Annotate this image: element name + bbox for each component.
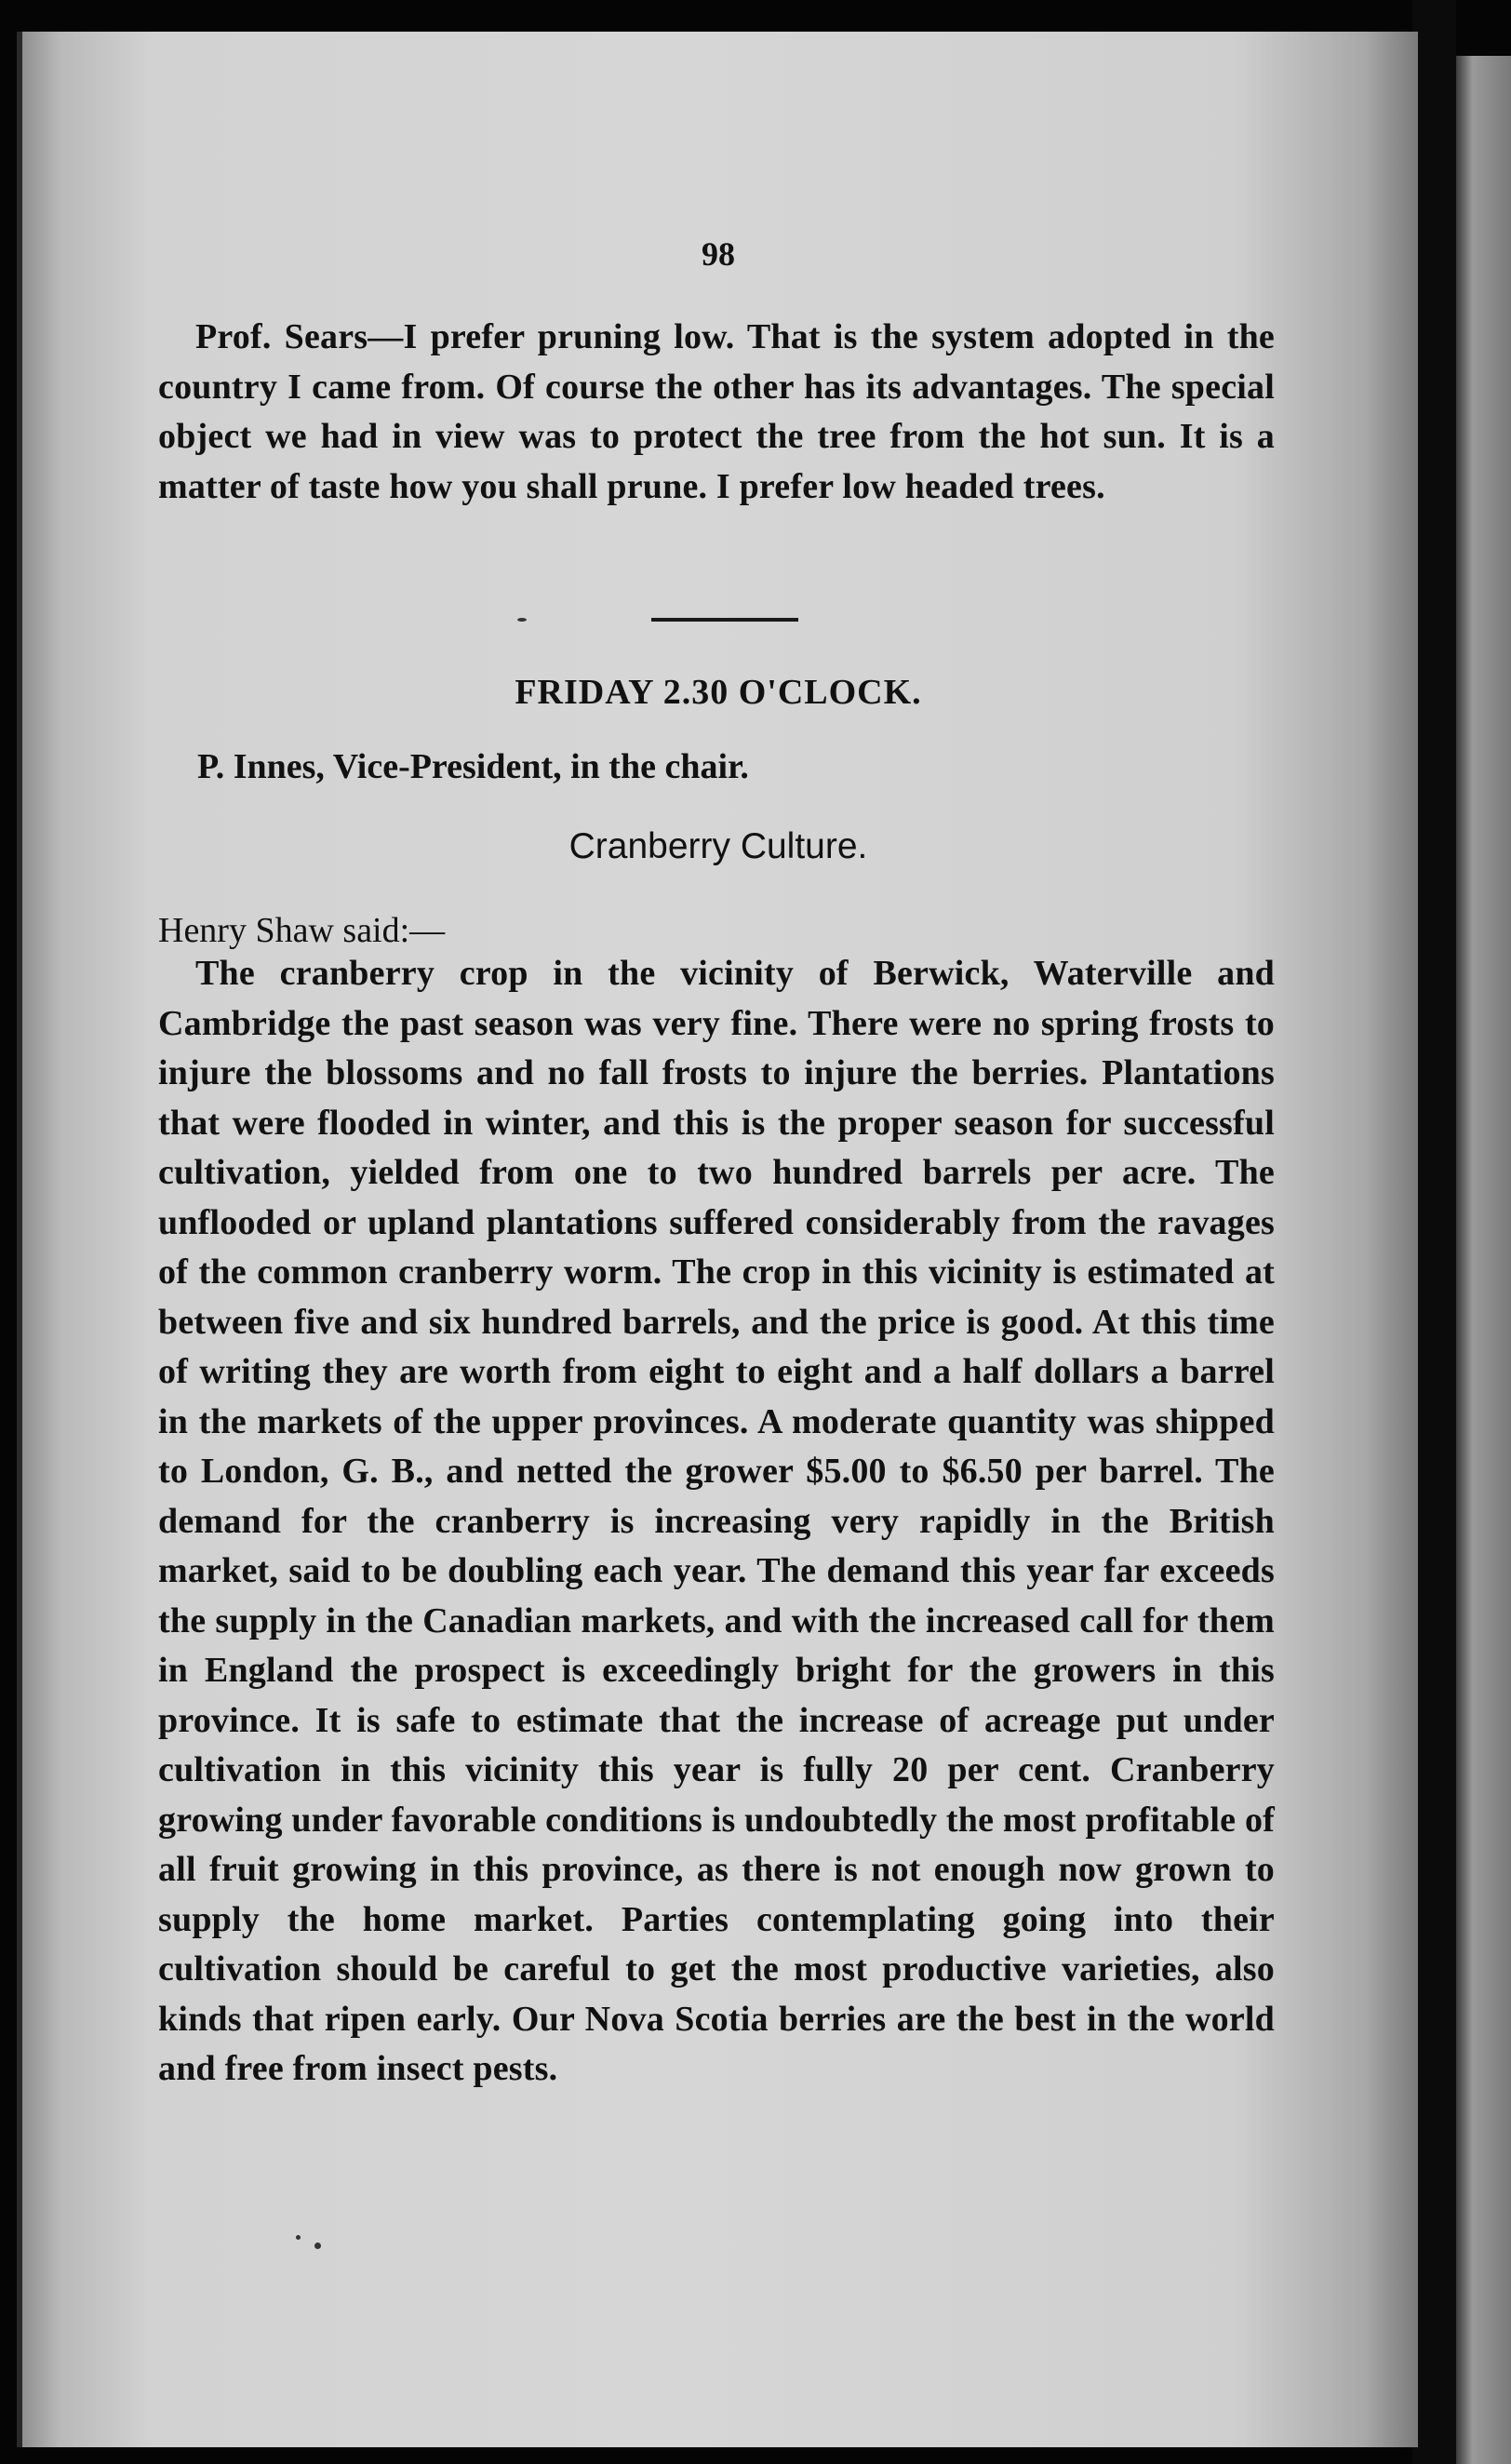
- shaw-paragraph: The cranberry crop in the vicinity of Berwick, Waterville and Cambridge the past season was very fine. There were no spring frosts to injure the blossoms and no fall frosts to injure the berries. Plantations that were flooded in winter, and this is the proper season for successful cultivation, yielded from one to two hundred barrels per acre. The unflooded or upland plantations suffered considerably from the ravages of the common cranberry worm. The crop in this vicinity is estimated at between five and six hundred barrels, and the price is good. At this time of writing they are worth from eight to eight and a half dollars a barrel in the markets of the upper provinces. A moderate quantity was shipped to London, G. B., and netted the grower $5.00 to $6.50 per barrel. The demand for the cranberry is increasing very rapidly in the British market, said to be doubling each year. The demand this year far exceeds the supply in the Canadian markets, and with the increased call for them in England the prospect is exceedingly bright for the growers in this province. It is safe to estimate that the increase of acreage put under cultivation in this vicinity this year is fully 20 per cent. Cranberry growing under favorable conditions is undoubtedly the most profitable of all fruit growing in this province, as there is not enough now grown to supply the home market. Parties contemplating going into their cultivation should be careful to get the most productive varieties, also kinds that ripen early. Our Nova Scotia berries are the best in the world and free from insect pests.: [158, 954, 1275, 2088]
- speaker-line: Henry Shaw said:—: [158, 911, 446, 950]
- book-gutter: [1412, 0, 1456, 2464]
- article-title: Cranberry Culture.: [568, 826, 868, 866]
- ink-speck: [296, 2235, 301, 2240]
- chair-line: P. Innes, Vice-President, in the chair.: [197, 747, 749, 786]
- ink-speck: [314, 2243, 321, 2249]
- section-divider: [651, 618, 798, 622]
- next-page-edge: [1456, 56, 1511, 2464]
- sears-remarks: [158, 313, 1275, 512]
- ink-speck: [517, 618, 527, 622]
- page-number: 98: [702, 235, 735, 273]
- section-heading: FRIDAY 2.30 O'CLOCK.: [515, 673, 922, 712]
- sears-paragraph: Prof. Sears—I prefer pruning low. That is the system adopted in the country I came from. Of course the other has its advantages. The special object we had in view was to protect the tree from the hot sun. It is a matter of taste how you shall prune. I prefer low headed trees.: [158, 317, 1275, 506]
- shaw-remarks: [158, 949, 1275, 2095]
